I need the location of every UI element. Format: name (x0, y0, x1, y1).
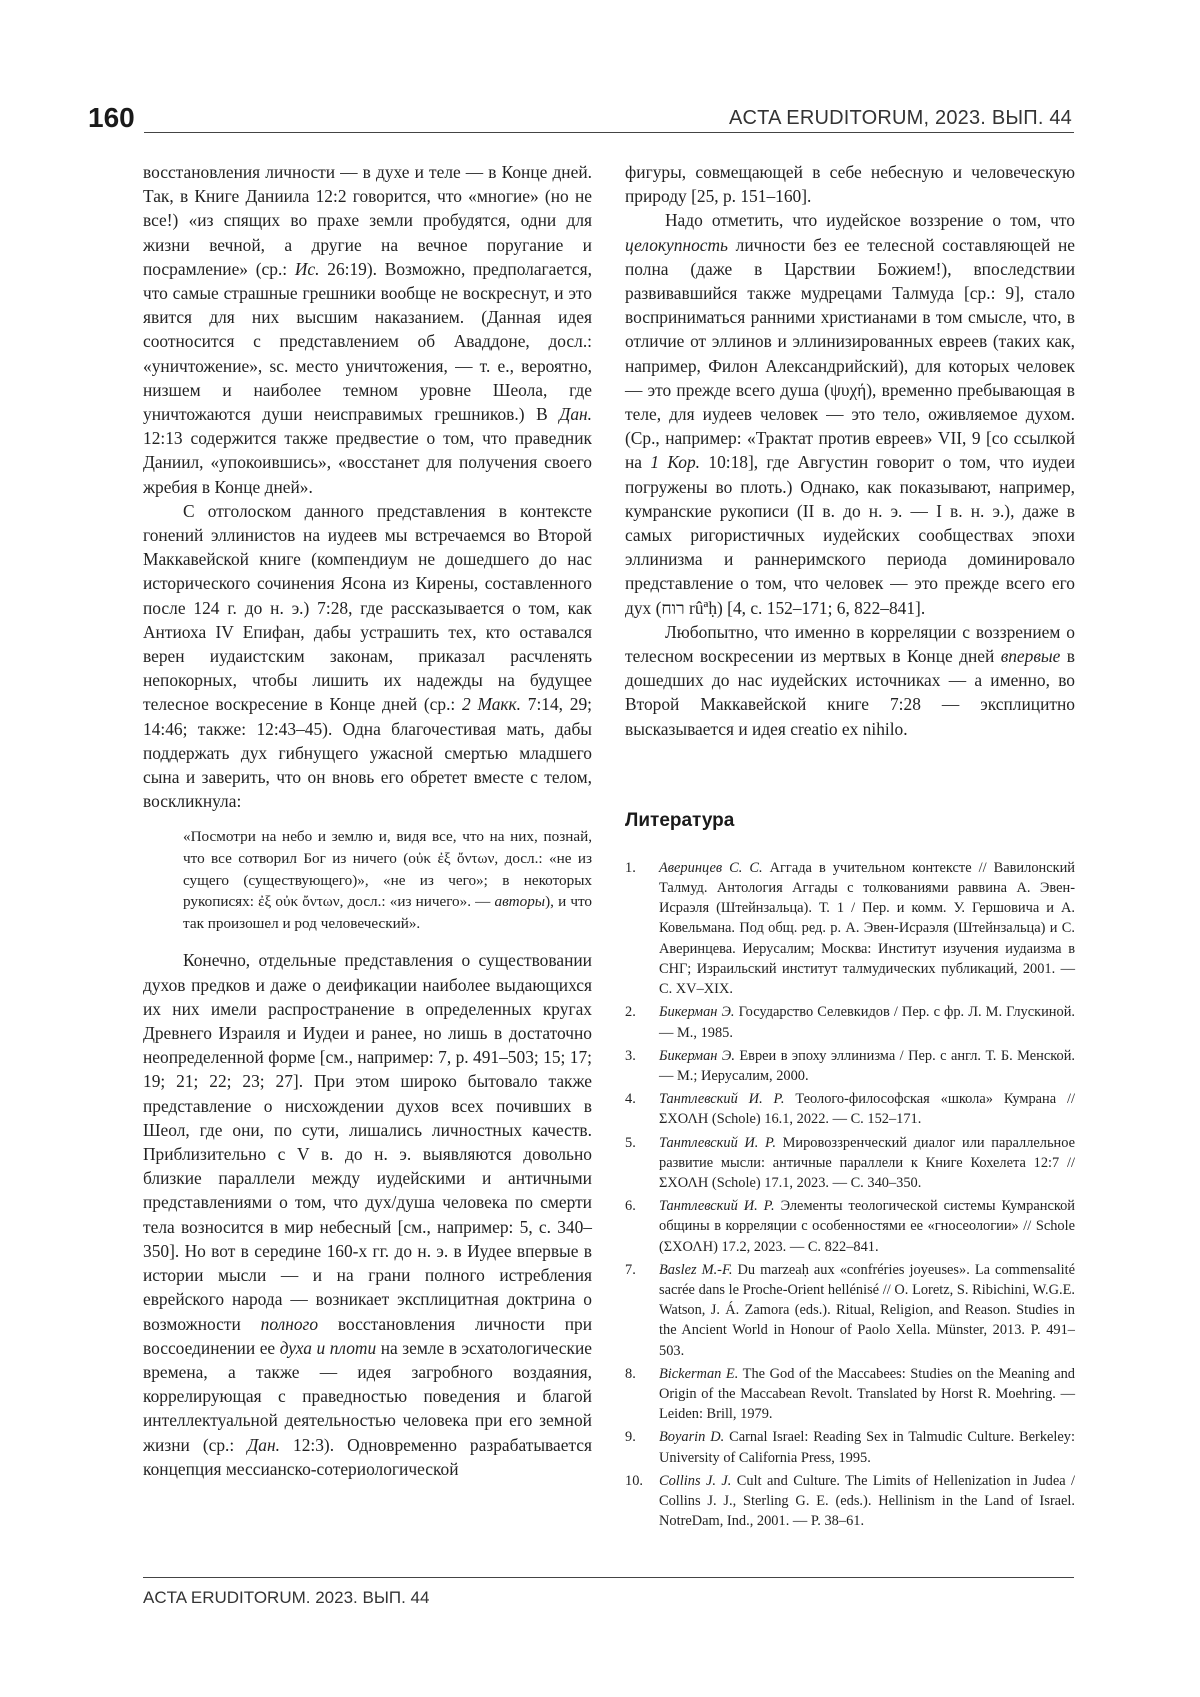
reference-list (625, 858, 1075, 1532)
right-column (625, 160, 1075, 1534)
left-paragraph-2: С отголоском данного представления в контексте гонений эллинистов на иудеев мы встречаемся во Второй Маккавейской книге (компендиум не дошедшего до нас исторического сочинения Ясона из Кирены, составленного после 124 г. до н. э.) 7:28, где рассказывается о том, как Антиоха IV Епифан, дабы устрашить тех, кто оставался верен иудаистским законам, приказал расчленять непокорных, чтобы лишить их надежды на будущее телесное воскресение в Конце дней (ср.: 2 Макк. 7:14, 29; 14:46; также: 12:43–45). Одна благочестивая мать, дабы поддержать дух гибнущего ужасной смертью младшего сына и заверить, что он вновь его обретет вместе с телом, воскликнула: (143, 500, 592, 812)
reference-item (625, 1471, 1075, 1532)
right-paragraph-3: Любопытно, что именно в корреляции с воззрением о телесном воскресении из мертвых в Конце дней впервые в дошедших до нас иудейских источниках — а именно, во Второй Маккавейской книге 7:28 — эксплицитно высказывается и идея creatio ex nihilo. (625, 621, 1075, 739)
reference-author: Бикерман Э. (659, 1047, 735, 1064)
reference-number: 9. (625, 1429, 636, 1446)
reference-number: 1. (625, 859, 636, 876)
reference-number: 3. (625, 1047, 636, 1064)
reference-text: Carnal Israel: Reading Sex in Talmudic Culture. Berkeley: University of California Press, 1995. (659, 1429, 1075, 1466)
reference-number: 10. (625, 1472, 643, 1489)
reference-number: 2. (625, 1004, 636, 1021)
reference-item (625, 858, 1075, 999)
reference-text: Du marzeaḥ aux «confréries joyeuses». La commensalité sacrée dans le Proche-Orient hellénisé // O. Loretz, S. Ribichini, W.G.E. Watson, J. Á. Zamora (eds.). Ritual, Religion, and Reason. Studies in the Ancient World in Honour of Paolo Xella. Münster, 2013. P. 491–503. (659, 1261, 1075, 1359)
reference-item (625, 1046, 1075, 1086)
reference-number: 6. (625, 1198, 636, 1215)
reference-author: Аверинцев С. С. (659, 859, 763, 876)
reference-text: The God of the Maccabees: Studies on the Meaning and Origin of the Maccabean Revolt. Translated by Horst R. Moehring. — Leiden: Brill, 1979. (659, 1365, 1075, 1423)
header-rule (144, 132, 1074, 133)
reference-number: 8. (625, 1365, 636, 1382)
left-paragraph-3: Конечно, отдельные представления о существовании духов предков и даже о деификации наиболее выдающихся их них имели распространение в определенных кругах Древнего Израиля и Иудеи и ранее, но лишь в достаточно неопределенной форме [см., например: 7, p. 491–503; 15; 17; 19; 21; 22; 23; 27]. При этом широко бытовало также представление о нисхождении духов всех почивших в Шеол, где они, по сути, лишались личностных качеств. Приблизительно с V в. до н. э. выявляются довольно близкие параллели между иудейскими и античными представлениями о том, что дух/душа человека по смерти тела возносится в мир небесный [см., например: 5, с. 340–350]. Но вот в середине 160-х гг. до н. э. в Иудее впервые в истории мысли — и на грани полного истребления еврейского народа — возникает эксплицитная доктрина о возможности полного восстановления личности при воссоединении ее духа и плоти на земле в эсхатологические времена, а также — идея загробного воздаяния, коррелирующая с праведностью поведения и благой интеллектуальной деятельностью человека при его земной жизни (ср.: Дан. 12:3). Одновременно разрабатывается концепция мессианско-сотериологической (143, 950, 593, 1479)
reference-author: Boyarin D. (659, 1429, 725, 1446)
reference-text: Государство Селевкидов / Пер. с фр. Л. М. Глускиной. — М., 1985. (659, 1004, 1075, 1041)
reference-item (625, 1364, 1075, 1425)
reference-item (625, 1427, 1075, 1467)
reference-number: 7. (625, 1261, 636, 1278)
reference-text: Аггада в учительном контексте // Вавилонский Талмуд. Антология Аггады с толкованиями раввина А. Эвен-Исраэля (Штейнзальца). Т. 1 / Пер. и комм. У. Гершовича и А. Ковельмана. Под общ. ред. р. А. Эвен-Исраэля (Штейнзальца) и С. Аверинцева. Иерусалим; Москва: Институт изучения иудаизма в СНГ; Израильский институт талмудических публикаций, 2001. — С. XV–XIX. (659, 859, 1075, 998)
reference-item (625, 1260, 1075, 1361)
reference-author: Bickerman E. (659, 1365, 739, 1382)
block-quote: «Посмотри на небо и землю и, видя все, что на них, познай, что все сотворил Бог из ничего (οὐκ ἐξ ὄντων, досл.: «не из сущего (существующего)», «не из чего»; в некоторых рукописях: ἐξ οὐκ ὄντων, досл.: «из ничего». — авторы), и что так произошел и род человеческий». (183, 828, 592, 932)
reference-author: Collins J. J. (659, 1472, 732, 1489)
footer-journal: ACTA ERUDITORUM. 2023. ВЫП. 44 (143, 1588, 430, 1607)
reference-author: Тантлевский И. Р. (659, 1198, 775, 1215)
reference-text: Cult and Culture. The Limits of Hellenization in Judea / Collins J. J., Sterling G. E. (eds.). Hellinism in the Land of Israel. NotreDam, Ind., 2001. — P. 38–61. (659, 1472, 1076, 1530)
reference-number: 5. (625, 1134, 636, 1151)
literature-heading: Литература (625, 809, 735, 831)
reference-text: Теолого-философская «школа» Кумрана // ΣΧΟΛΗ (Schole) 16.1, 2022. — С. 152–171. (659, 1091, 1075, 1128)
page-number: 160 (88, 102, 135, 133)
reference-author: Тантлевский И. Р. (659, 1091, 785, 1108)
reference-item (625, 1002, 1075, 1042)
reference-text: Элементы теологической системы Кумранской общины в корреляции с особенностями ее «гносеологии» // Schole (ΣΧΟΛΗ) 17.2, 2023. — С. 822–841. (659, 1198, 1075, 1255)
reference-author: Baslez M.-F. (659, 1261, 733, 1278)
reference-text: Евреи в эпоху эллинизма / Пер. с англ. Т. Б. Менской. — М.; Иерусалим, 2000. (659, 1047, 1075, 1084)
reference-item (625, 1196, 1075, 1257)
left-column (143, 160, 592, 1481)
reference-number: 4. (625, 1091, 636, 1108)
reference-author: Бикерман Э. (659, 1004, 735, 1021)
reference-text: Мировоззренческий диалог или параллельное развитие мысли: античные параллели к Книге Кохелета 12:7 // ΣΧΟΛΗ (Schole) 17.1, 2023. — С. 340–350. (659, 1134, 1075, 1191)
reference-item (625, 1089, 1075, 1129)
right-paragraph-1: фигуры, совмещающей в себе небесную и человеческую природу [25, p. 151–160]. (625, 162, 1075, 207)
reference-author: Тантлевский И. Р. (659, 1134, 776, 1151)
running-head: ACTA ERUDITORUM, 2023. ВЫП. 44 (729, 107, 1072, 129)
footer-rule (143, 1577, 1074, 1578)
left-paragraph-1: восстановления личности — в духе и теле — в Конце дней. Так, в Книге Даниила 12:2 говорится, что «многие» (но не все!) «из спящих во прахе земли пробудятся, одни для жизни вечной, а другие на вечное поругание и посрамление» (ср.: Ис. 26:19). Возможно, предполагается, что самые страшные грешники вообще не воскреснут, и это явится для них высшим наказанием. (Данная идея соотносится с представлением об Аваддоне, досл.: «уничтожение», sc. место уничтожения, — т. е., вероятно, низшем и наиболее темном уровне Шеола, где уничтожаются души неисправимых грешников.) В Дан. 12:13 содержится также предвестие о том, что праведник Даниил, «упокоившись», «восстанет для получения своего жребия в Конце дней». (143, 162, 592, 497)
reference-item (625, 1133, 1075, 1194)
right-paragraph-2: Надо отметить, что иудейское воззрение о том, что целокупность личности без ее телесной составляющей не полна (даже в Царствии Божием!), впоследствии развивавшийся также мудрецами Талмуда [ср.: 9], стало восприниматься ранними христианами в том смысле, что, в отличие от эллинов и эллинизированных евреев (таких как, например, Филон Александрийский), для которых человек — это прежде всего душа (ψυχή), временно пребывающая в теле, для иудеев человек — это тело, оживляемое духом. (Ср., например: «Трактат против евреев» VII, 9 [со ссылкой на 1 Кор. 10:18], где Августин говорит о том, что иудеи погружены во плоть.) Однако, как показывают, например, кумранские рукописи (II в. до н. э. — I в. н. э.), даже в самых ригористичных иудейских сообществах эпохи эллинизма и раннеримского периода доминировало представление о том, что человек — это прежде всего его дух (רוח rûªḥ) [4, с. 152–171; 6, 822–841]. (625, 210, 1075, 618)
